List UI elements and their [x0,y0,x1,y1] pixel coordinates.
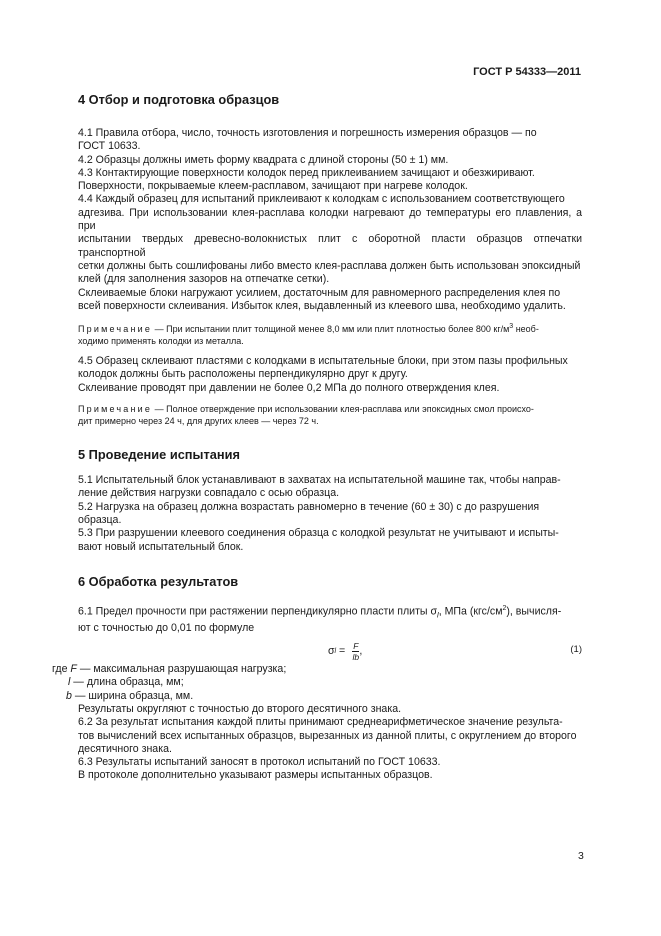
para-4-4-line2: адгезива. При использовании клея-расплава колодки нагревают до температуры его плавления, а при [78,206,582,233]
para-5-2-line1: 5.2 Нагрузка на образец должна возрастать равномерно в течение (60 ± 30) с до разрушения [78,500,540,513]
note-1-line2: ходимо применять колодки из металла. [78,336,244,347]
document-body [52,92,582,783]
page-number: 3 [578,850,584,862]
para-6-2-line2: тов вычислений всех испытанных образцов, вырезанных из данной плиты, с округлением до второго [78,729,577,742]
section-5-title: 5 Проведение испытания [78,447,240,463]
para-4-1-line1 [78,127,582,140]
formula-fraction: $\frac{F}{lb}$ [352,641,360,663]
formula-expression: σ l = $\frac{F}{lb}$ , [328,641,363,663]
para-4-3-line2: Поверхности, покрываемые клеем-расплавом, зачищают при нагреве колодок. [78,180,468,193]
formula-number: (1) [570,644,582,656]
para-5-1-line2: ление действия нагрузки совпадало с осью образца. [78,487,340,500]
para-5-1-line1: 5.1 Испытательный блок устанавливают в захватах на испытательной машине так, чтобы направ- [78,474,561,487]
section-4-title: 4 Отбор и подготовка образцов [78,92,280,107]
where-b: b — ширина образца, мм. [66,689,194,702]
para-6-3-line2: В протоколе дополнительно указывают размеры испытанных образцов. [78,769,433,782]
para-4-2: 4.2 Образцы должны иметь форму квадрата с длиной стороны (50 ± 1) мм. [78,153,449,166]
formula-1 [78,635,582,663]
where-l: l — длина образца, мм; [68,676,184,689]
para-4-1-text: 4.1 Правила отбора, число, точность изготовления и погрешность измерения образцов — по [78,127,537,139]
note-2-line1: Примечание — Полное отверждение при использовании клея-расплава или эпоксидных смол происхо- [78,404,534,415]
note-2-line2: дит примерно через 24 ч, для других клеев — через 72 ч. [78,416,319,427]
para-5-3-line2: вают новый испытательный блок. [78,540,244,553]
para-4-4-line1: 4.4 Каждый образец для испытаний приклеивают к колодкам с использованием соответствующего [78,193,565,206]
para-4-4-line7: всей поверхности склеивания. Избыток клея, выдавленный из клеевого шва, необходимо удалить. [78,299,566,312]
para-4-5-line1: 4.5 Образец склеивают пластями с колодками в испытательные блоки, при этом пазы профильных [78,355,568,368]
document-code: ГОСТ Р 54333—2011 [473,66,581,78]
para-6-2-line3: десятичного знака. [78,742,172,755]
para-4-1-line2: ГОСТ 10633. [78,140,141,153]
para-4-4-line3: испытании твердых древесно-волокнистых плит с оборотной пласти образцов отпечатки транспортной [78,233,582,259]
para-6-1-line2: ют с точностью до 0,01 по формуле [78,621,255,634]
para-6-1-line1: 6.1 Предел прочности при растяжении перпендикулярно пласти плиты $\sigma_l$, МПа $(кгс/см^2)$, вычисля- [78,604,562,620]
para-4-4-line4: сетки должны быть сошлифованы либо вместо клея-расплава должен быть использован эпоксидный [78,259,581,272]
note-2-label: Примечание [78,404,153,415]
section-6-title: 6 Обработка результатов [78,573,239,589]
where-F: где F — максимальная разрушающая нагрузка; [52,663,287,676]
para-5-2-line2: образца. [78,513,122,526]
para-4-3-line1: 4.3 Контактирующие поверхности колодок перед приклеиванием зачищают и обезжиривают. [78,166,535,179]
para-6-1-line3: Результаты округляют с точностью до второго десятичного знака. [78,702,402,715]
para-4-5-line2: колодок должны быть расположены перпендикулярно друг к другу. [78,368,408,381]
para-6-3-line1: 6.3 Результаты испытаний заносят в протокол испытаний по ГОСТ 10633. [78,756,441,769]
para-6-2-line1: 6.2 За результат испытания каждой плиты принимают среднеарифметическое значение результа- [78,716,563,729]
para-4-4-line5: клей (для заполнения зазоров на отпечатке сетки). [78,273,330,286]
para-4-4-line6: Склеиваемые блоки нагружают усилием, достаточным для равномерного распределения клея по [78,286,561,299]
note-1-line1: Примечание — При испытании плит толщиной менее 8,0 мм или плит плотностью более 800 $кг/м^3$ необ- [78,323,539,335]
note-1-label: Примечание [78,324,153,335]
para-4-5-line3: Склеивание проводят при давлении не более 0,2 МПа до полного отверждения клея. [78,381,500,394]
para-5-3-line1: 5.3 При разрушении клеевого соединения образца с колодкой результат не учитывают и испыты- [78,527,559,540]
